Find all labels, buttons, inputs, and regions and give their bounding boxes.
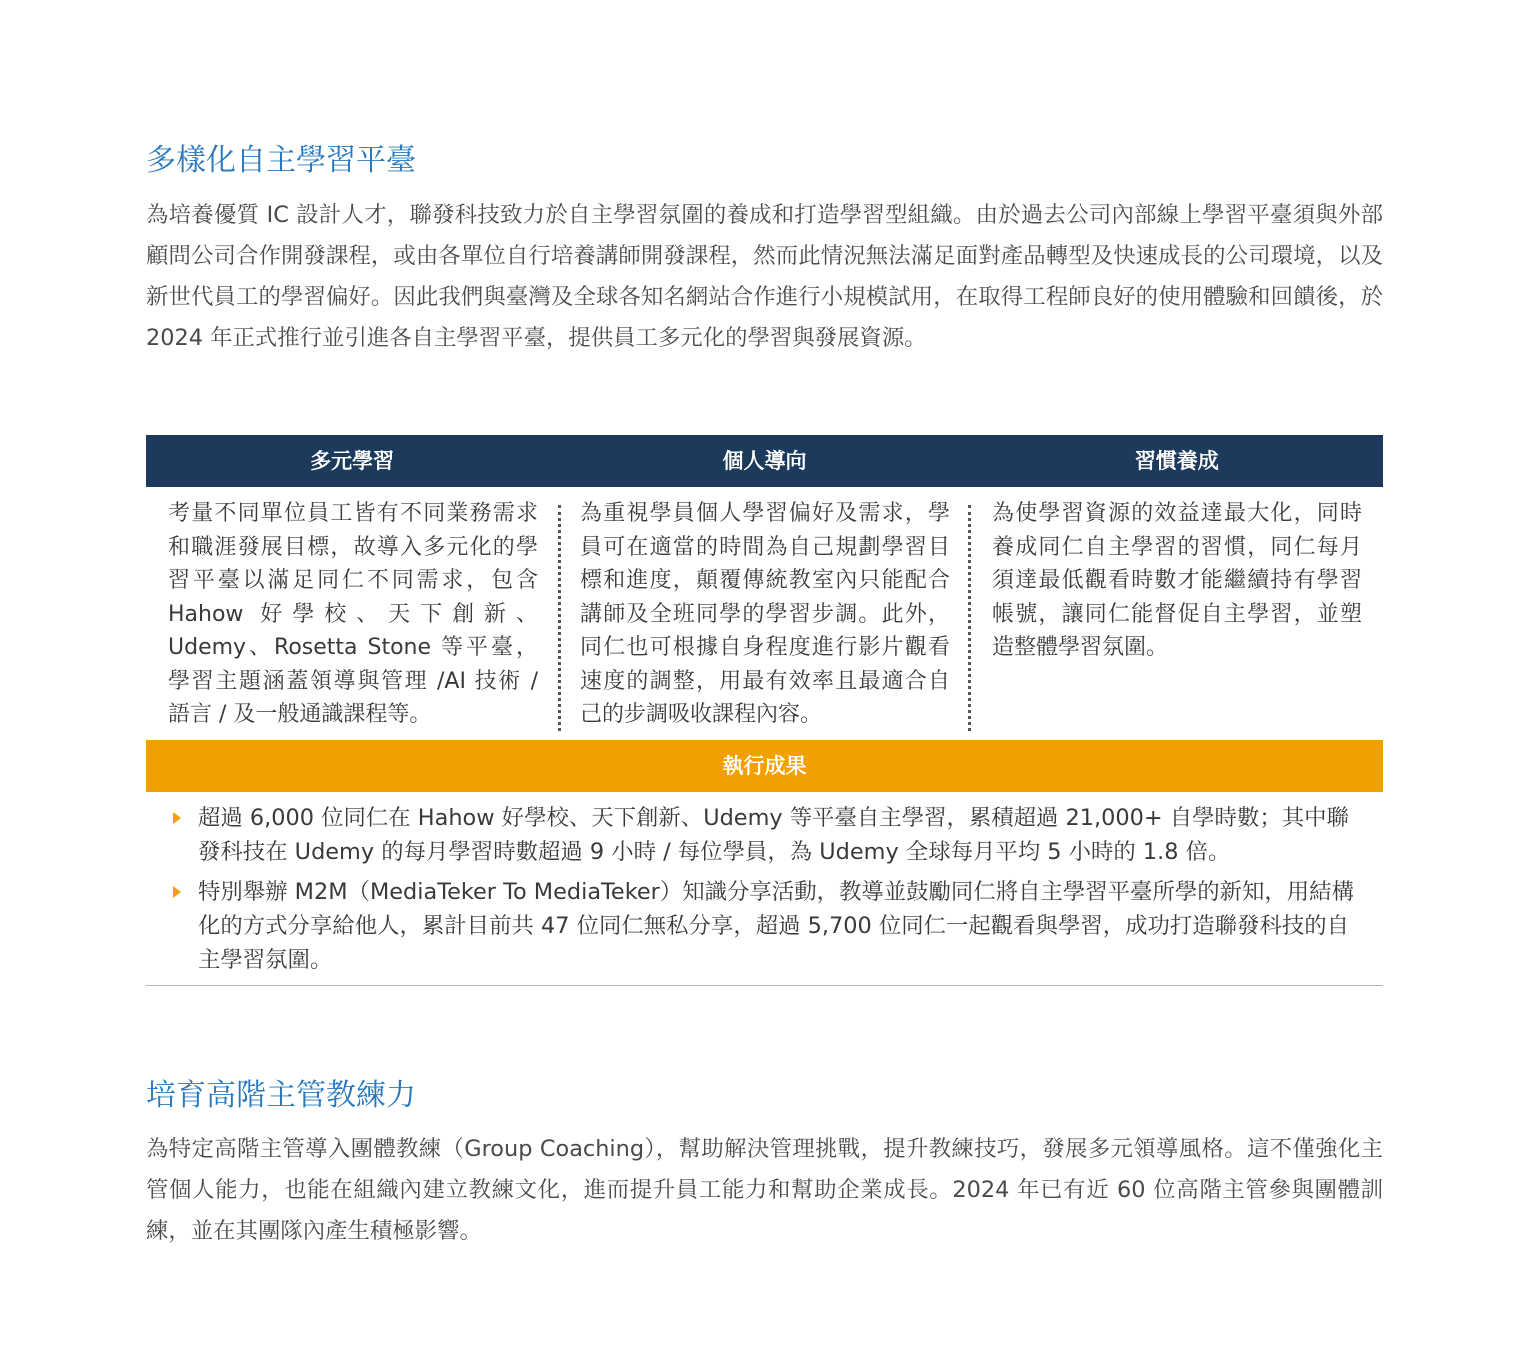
column-habit-building: 為使學習資源的效益達最大化，同時養成同仁自主學習的習慣，同仁每月須達最低觀看時數才能繼續持有學習帳號，讓同仁能督促自主學習，並塑造整體學習氛圍。 [992, 501, 1362, 660]
header-personal-oriented: 個人導向 [722, 449, 807, 473]
dotted-divider [968, 505, 971, 731]
section-paragraph-coaching: 為特定高階主管導入團體教練（Group Coaching），幫助解決管理挑戰，提升教練技巧，發展多元領導風格。這不僅強化主管個人能力，也能在組織內建立教練文化，進而提升員工能力和幫助企業成長。2024 年已有近 60 位高階主管參與團體訓練，並在其團隊內產生積極影響。 [146, 1136, 1383, 1244]
header-habit-building: 習慣養成 [1134, 449, 1219, 473]
header-diverse-learning: 多元學習 [310, 449, 395, 473]
section-paragraph-self-learning: 為培養優質 IC 設計人才，聯發科技致力於自主學習氛圍的養成和打造學習型組織。由於過去公司內部線上學習平臺須與外部顧問公司合作開發課程，或由各單位自行培養講師開發課程，然而此情況無法滿足面對產品轉型及快速成長的公司環境，以及新世代員工的學習偏好。因此我們與臺灣及全球各知名網站合作進行小規模試用，在取得工程師良好的使用體驗和回饋後，於 2024 年正式推行並引進各自主學習平臺，提供員工多元化的學習與發展資源。 [146, 202, 1383, 351]
result-text: 超過 6,000 位同仁在 Hahow 好學校、天下創新、Udemy 等平臺自主學習，累積超過 21,000+ 自學時數；其中聯發科技在 Udemy 的每月學習時數超過 9 小時 / 每位學員，為 Udemy 全球每月平均 5 小時的 1.8 倍。 [198, 805, 1349, 865]
divider-line [146, 985, 1383, 986]
triangle-bullet-icon [173, 886, 181, 898]
results-header: 執行成果 [146, 740, 1383, 792]
table-header-row [146, 435, 1383, 487]
table-body [146, 497, 1383, 733]
section-title-self-learning: 多樣化自主學習平臺 [146, 143, 416, 178]
list-item [146, 875, 1383, 977]
section-title-coaching: 培育高階主管教練力 [146, 1078, 416, 1113]
dotted-divider [558, 505, 561, 731]
column-personal-oriented: 為重視學員個人學習偏好及需求，學員可在適當的時間為自己規劃學習目標和進度，顛覆傳統教室內只能配合講師及全班同學的學習步調。此外，同仁也可根據自身程度進行影片觀看速度的調整，用最有效率且最適合自己的步調吸收課程內容。 [580, 501, 950, 727]
results-list [146, 801, 1383, 983]
triangle-bullet-icon [173, 812, 181, 824]
column-diverse-learning: 考量不同單位員工皆有不同業務需求和職涯發展目標，故導入多元化的學習平臺以滿足同仁不同需求，包含 Hahow 好學校、天下創新、Udemy、Rosetta Stone 等平臺，學習主題涵蓋領導與管理 /AI 技術 / 語言 / 及一般通識課程等。 [168, 501, 538, 727]
result-text: 特別舉辦 M2M（MediaTeker To MediaTeker）知識分享活動，教導並鼓勵同仁將自主學習平臺所學的新知，用結構化的方式分享給他人，累計目前共 47 位同仁無私分享，超過 5,700 位同仁一起觀看與學習，成功打造聯發科技的自主學習氛圍。 [198, 879, 1354, 973]
list-item [146, 801, 1383, 869]
